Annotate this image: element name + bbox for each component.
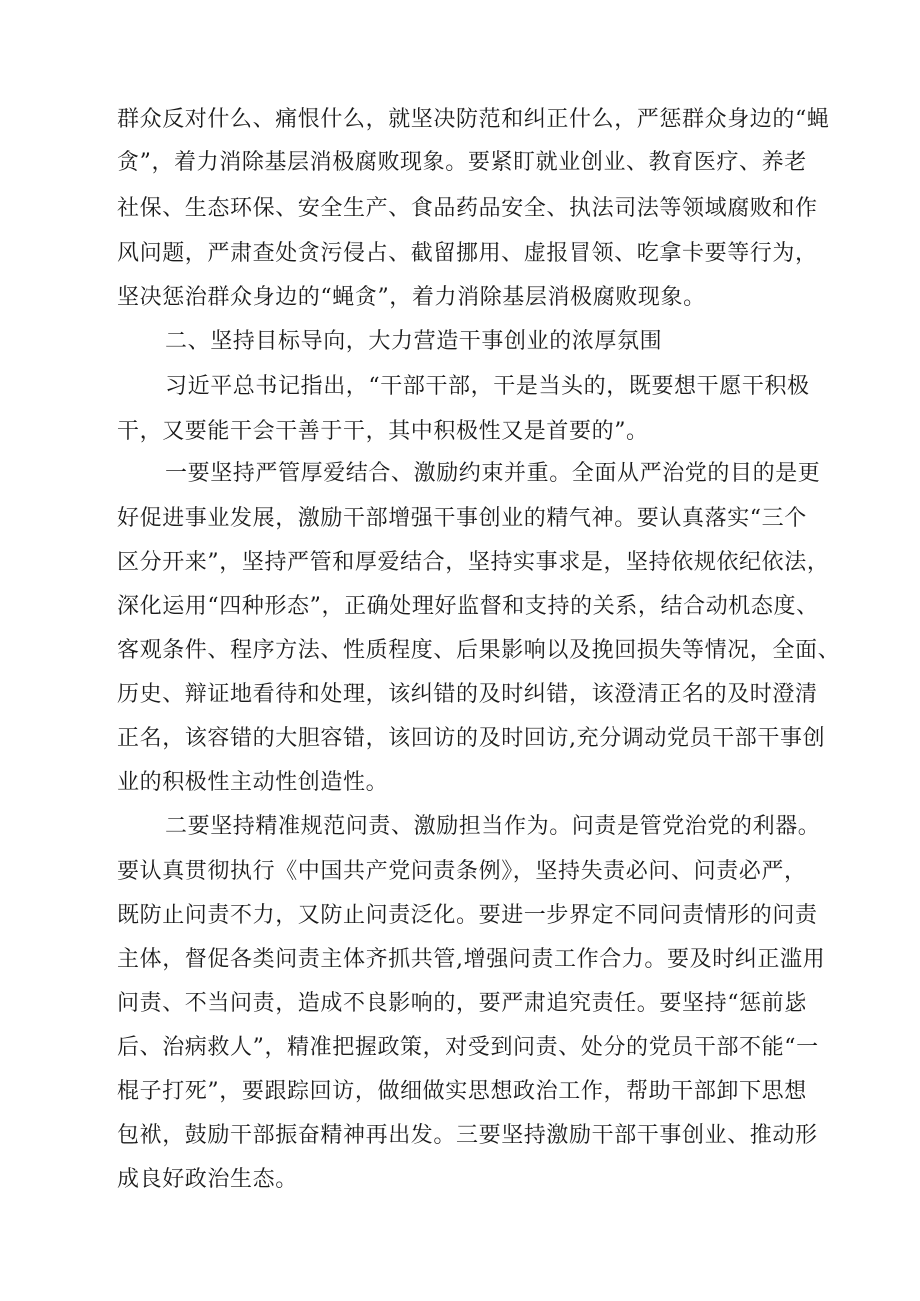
- paragraph-first-line: 二要坚持精准规范问责、激励担当作为。问责是管党治党的利器。: [165, 814, 821, 839]
- body-text-line: 历史、辩证地看待和处理，该纠错的及时纠错，该澄清正名的及时澄清: [117, 682, 818, 707]
- body-text-line: 正名，该容错的大胆容错，该回访的及时回访,充分调动党员干部干事创: [117, 726, 826, 751]
- body-text-line: 后、治病救人”，精准把握政策，对受到问责、处分的党员干部不能“一: [117, 1035, 819, 1060]
- body-text-line: 干，又要能干会干善于干，其中积极性又是首要的”。: [117, 419, 649, 444]
- paragraph-first-line: 习近平总书记指出，“干部干部，干是当头的，既要想干愿干积极: [165, 374, 810, 399]
- body-text-line: 贪”，着力消除基层消极腐败现象。要紧盯就业创业、教育医疗、养老: [117, 150, 807, 175]
- body-text-line: 棍子打死”，要跟踪回访，做细做实思想政治工作，帮助干部卸下思想: [117, 1079, 807, 1104]
- body-text-line: 问责、不当问责，造成不良影响的，要严肃追究责任。要坚持“惩前毖: [117, 991, 807, 1016]
- body-text-line: 深化运用“四种形态”，正确处理好监督和支持的关系，结合动机态度、: [117, 594, 819, 619]
- body-text-line: 客观条件、程序方法、性质程度、后果影响以及挽回损失等情况，全面、: [117, 638, 841, 663]
- body-text-line: 坚决惩治群众身边的“蝇贪”，着力消除基层消极腐败现象。: [117, 285, 706, 310]
- body-text-line: 主体，督促各类问责主体齐抓共管,增强问责工作合力。要及时纠正滥用: [117, 947, 826, 972]
- body-text-line: 好促进事业发展，激励干部增强干事创业的精气神。要认真落实“三个: [117, 506, 807, 531]
- body-text-line: 成良好政治生态。: [117, 1167, 298, 1192]
- body-text-line: 既防止问责不力，又防止问责泛化。要进一步界定不同问责情形的问责: [117, 903, 818, 928]
- section-heading: 二、坚持目标导向，大力营造干事创业的浓厚氛围: [165, 329, 663, 354]
- body-text-line: 风问题，严肃查处贪污侵占、截留挪用、虚报冒领、吃拿卡要等行为，: [117, 241, 818, 266]
- body-text-line: 区分开来”，坚持严管和厚爱结合，坚持实事求是，坚持依规依纪依法，: [117, 550, 830, 575]
- body-text-line: 包袱，鼓励干部振奋精神再出发。三要坚持激励干部干事创业、推动形: [117, 1123, 818, 1148]
- body-text-line: 要认真贯彻执行《中国共产党问责条例》，坚持失责必问、问责必严，: [117, 859, 807, 884]
- body-text-line: 社保、生态环保、安全生产、食品药品安全、执法司法等领域腐败和作: [117, 196, 818, 221]
- body-text-line: 业的积极性主动性创造性。: [117, 770, 389, 795]
- body-text-line: 群众反对什么、痛恨什么，就坚决防范和纠正什么，严惩群众身边的“蝇: [117, 107, 830, 132]
- paragraph-first-line: 一要坚持严管厚爱结合、激励约束并重。全面从严治党的目的是更: [165, 461, 821, 486]
